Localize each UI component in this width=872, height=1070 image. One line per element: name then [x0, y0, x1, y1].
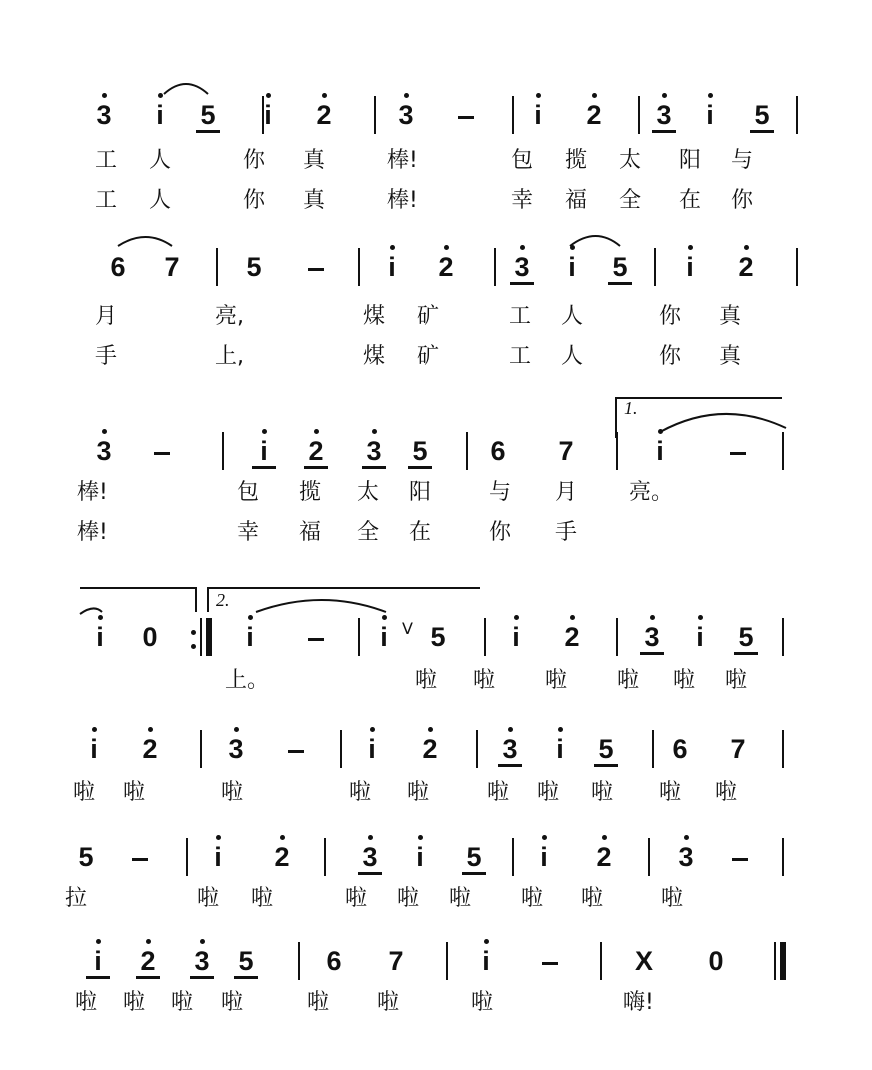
lyric-syllable: 啦	[473, 668, 496, 693]
lyric-syllable: 阳	[409, 480, 432, 505]
lyric-syllable: 你	[243, 148, 266, 173]
note: 3	[674, 842, 698, 872]
lyric-syllable: 包	[511, 148, 534, 173]
lyric-syllable: 啦	[123, 990, 146, 1015]
note: 6	[110, 252, 126, 282]
lyric-syllable: 工	[509, 304, 532, 329]
note: 2	[560, 622, 584, 652]
lyric-syllable: 啦	[661, 886, 684, 911]
note: i	[256, 100, 280, 130]
note: 6	[490, 436, 506, 466]
lyric-syllable: 啦	[521, 886, 544, 911]
note: X	[634, 946, 653, 976]
note: 2	[582, 100, 606, 130]
note: i	[86, 946, 110, 979]
lyric-syllable: 啦	[545, 668, 568, 693]
lyric-syllable: 煤	[363, 344, 386, 369]
lyric-syllable: 啦	[617, 668, 640, 693]
note: 2	[312, 100, 336, 130]
note: i	[88, 622, 112, 652]
note: i	[678, 252, 702, 282]
lyric-syllable: 阳	[679, 148, 702, 173]
lyric-syllable: 太	[619, 148, 642, 173]
lyric-syllable: 真	[303, 188, 326, 213]
note: 3	[358, 842, 382, 875]
note: 3	[92, 100, 116, 130]
note: 2	[138, 734, 162, 764]
breath-mark: V	[402, 619, 413, 638]
lyric-syllable: 福	[565, 188, 588, 213]
note: i	[698, 100, 722, 130]
note: 2	[304, 436, 328, 469]
note: 7	[388, 946, 404, 976]
lyric-syllable: 上。	[225, 668, 270, 693]
lyric-syllable: 人	[561, 304, 584, 329]
note: 3	[640, 622, 664, 655]
note: 6	[326, 946, 342, 976]
note: 3	[652, 100, 676, 133]
note: i	[148, 100, 172, 130]
lyric-syllable: 你	[659, 344, 682, 369]
note: 2	[270, 842, 294, 872]
note: 2	[592, 842, 616, 872]
note: 5	[408, 436, 432, 469]
lyric-syllable: 真	[719, 304, 742, 329]
lyric-syllable: 啦	[307, 990, 330, 1015]
note: 6	[672, 734, 688, 764]
note: 3	[394, 100, 418, 130]
note: 2	[418, 734, 442, 764]
lyric-syllable: 啦	[591, 780, 614, 805]
note: 7	[558, 436, 574, 466]
lyric-syllable: 上,	[215, 344, 244, 369]
slur-or-bracket	[570, 236, 620, 246]
slur-or-bracket	[256, 600, 386, 612]
note: i	[688, 622, 712, 652]
lyric-syllable: 揽	[299, 480, 322, 505]
lyric-syllable: 啦	[581, 886, 604, 911]
lyric-syllable: 啦	[659, 780, 682, 805]
lyric-syllable: 在	[679, 188, 702, 213]
lyric-syllable: 啦	[345, 886, 368, 911]
note: 5	[594, 734, 618, 767]
lyric-syllable: 啦	[197, 886, 220, 911]
note: 3	[190, 946, 214, 979]
lyric-syllable: 亮。	[629, 480, 674, 505]
lyric-syllable: 啦	[73, 780, 96, 805]
note: 2	[136, 946, 160, 979]
slur-or-bracket	[80, 608, 102, 614]
note: i	[474, 946, 498, 976]
lyric-syllable: 你	[659, 304, 682, 329]
lyric-syllable: 你	[243, 188, 266, 213]
lyric-syllable: 啦	[221, 780, 244, 805]
lyric-syllable: 棒!	[77, 480, 108, 505]
lyric-syllable: 啦	[397, 886, 420, 911]
note: 5	[196, 100, 220, 133]
note: 3	[224, 734, 248, 764]
note: 5	[608, 252, 632, 285]
note: i	[532, 842, 556, 872]
lyric-syllable: 福	[299, 520, 322, 545]
lyric-syllable: 人	[149, 188, 172, 213]
note: i	[360, 734, 384, 764]
lyric-syllable: 幸	[511, 188, 534, 213]
note: 5	[246, 252, 262, 282]
lyric-syllable: 啦	[487, 780, 510, 805]
volta-label: 1.	[624, 398, 638, 418]
lyric-syllable: 棒!	[387, 188, 418, 213]
lyric-syllable: 工	[95, 148, 118, 173]
lyric-syllable: 啦	[377, 990, 400, 1015]
lyric-syllable: 包	[237, 480, 260, 505]
lyric-syllable: 啦	[673, 668, 696, 693]
lyric-syllable: 在	[409, 520, 432, 545]
lyric-syllable: 手	[95, 344, 118, 369]
note: i	[252, 436, 276, 469]
note: 0	[142, 622, 158, 652]
lyric-syllable: 啦	[415, 668, 438, 693]
note: i	[560, 252, 584, 282]
lyric-syllable: 真	[303, 148, 326, 173]
note: 5	[430, 622, 446, 652]
note: 2	[734, 252, 758, 282]
note: i	[380, 252, 404, 282]
note: 0	[708, 946, 724, 976]
slur-or-bracket	[164, 84, 208, 94]
note: i	[82, 734, 106, 764]
lyric-syllable: 啦	[715, 780, 738, 805]
note: i	[548, 734, 572, 764]
lyric-syllable: 人	[149, 148, 172, 173]
lyric-syllable: 真	[719, 344, 742, 369]
note: 7	[164, 252, 180, 282]
lyric-syllable: 揽	[565, 148, 588, 173]
lyric-syllable: 啦	[171, 990, 194, 1015]
lyric-syllable: 全	[619, 188, 642, 213]
lyric-syllable: 棒!	[387, 148, 418, 173]
note: i	[648, 436, 672, 466]
lyric-syllable: 嗨!	[623, 990, 654, 1015]
note: 5	[462, 842, 486, 875]
note: 5	[234, 946, 258, 979]
note: 3	[510, 252, 534, 285]
note: 5	[750, 100, 774, 133]
lyric-syllable: 啦	[407, 780, 430, 805]
lyric-syllable: 啦	[471, 990, 494, 1015]
lyric-syllable: 啦	[349, 780, 372, 805]
lyric-syllable: 工	[509, 344, 532, 369]
note: i	[206, 842, 230, 872]
lyric-syllable: 你	[489, 520, 512, 545]
lyric-syllable: 人	[561, 344, 584, 369]
note: i	[504, 622, 528, 652]
note: i	[372, 622, 396, 652]
lyric-syllable: 啦	[75, 990, 98, 1015]
lyric-syllable: 你	[731, 188, 754, 213]
lyric-syllable: 煤	[363, 304, 386, 329]
lyric-syllable: 拉	[65, 886, 88, 911]
note: 2	[434, 252, 458, 282]
lyric-syllable: 月	[555, 480, 578, 505]
lyric-syllable: 幸	[237, 520, 260, 545]
lyric-syllable: 太	[357, 480, 380, 505]
note: 3	[92, 436, 116, 466]
lyric-syllable: 月	[95, 304, 118, 329]
lyric-syllable: 矿	[417, 344, 440, 369]
note: 3	[498, 734, 522, 767]
lyric-syllable: 与	[489, 480, 512, 505]
lyric-syllable: 矿	[417, 304, 440, 329]
lyric-syllable: 啦	[123, 780, 146, 805]
note: i	[238, 622, 262, 652]
lyric-syllable: 啦	[537, 780, 560, 805]
volta-label: 2.	[216, 590, 230, 610]
lyric-syllable: 亮,	[215, 304, 244, 329]
lyric-syllable: 啦	[449, 886, 472, 911]
slur-or-bracket	[660, 414, 786, 432]
lyric-syllable: 棒!	[77, 520, 108, 545]
lyric-syllable: 全	[357, 520, 380, 545]
slur-or-bracket	[208, 588, 480, 612]
note: i	[526, 100, 550, 130]
note: i	[408, 842, 432, 872]
note: 5	[734, 622, 758, 655]
lyric-syllable: 啦	[725, 668, 748, 693]
note: 5	[78, 842, 94, 872]
note: 3	[362, 436, 386, 469]
lyric-syllable: 工	[95, 188, 118, 213]
lyric-syllable: 与	[731, 148, 754, 173]
lyric-syllable: 啦	[221, 990, 244, 1015]
slur-or-bracket	[118, 237, 172, 246]
note: 7	[730, 734, 746, 764]
lyric-syllable: 啦	[251, 886, 274, 911]
lyric-syllable: 手	[555, 520, 578, 545]
